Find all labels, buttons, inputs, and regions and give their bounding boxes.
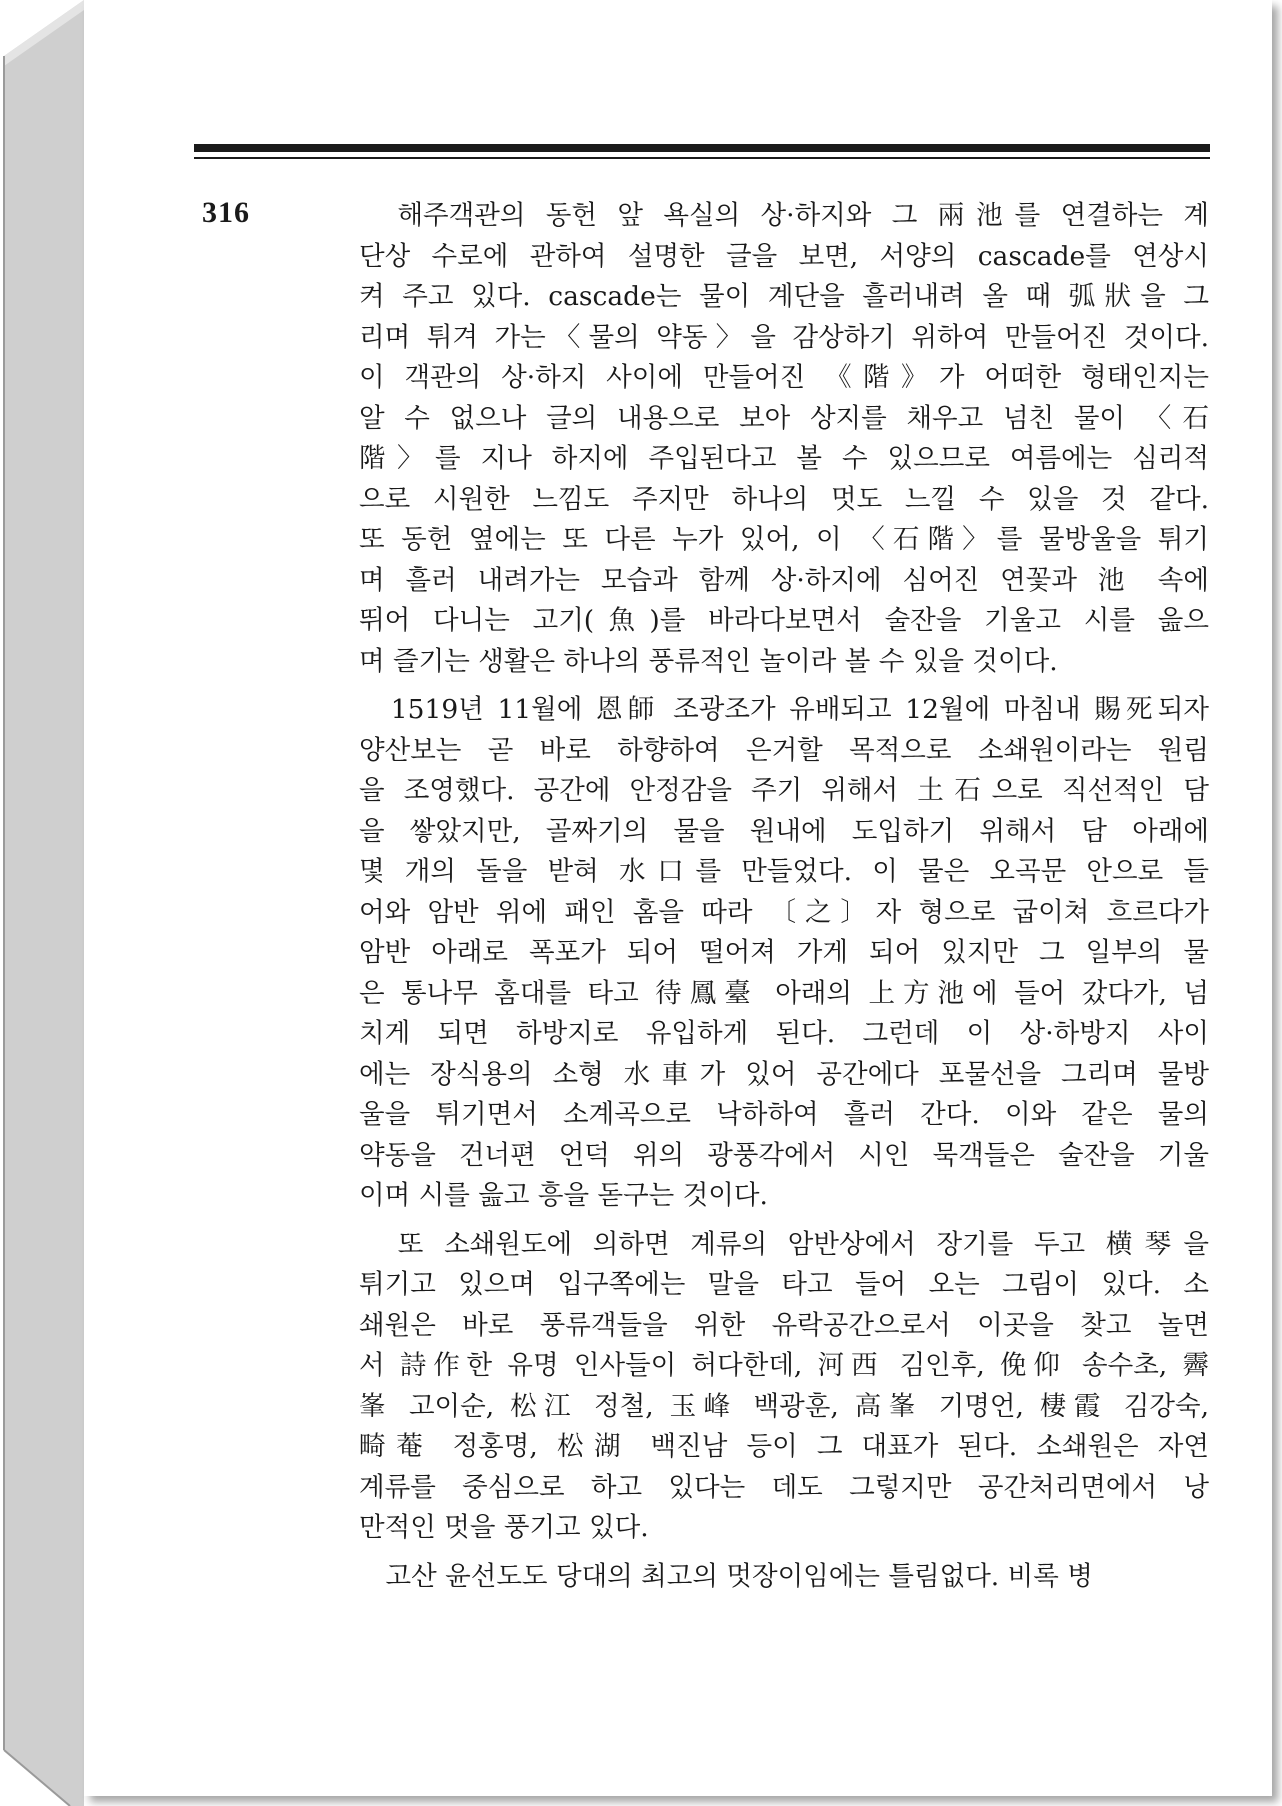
text-line: 울을 튀기면서 소계곡으로 낙하하여 흘러 간다. 이와 같은 물의 [359,1099,1209,1130]
paragraph [359,690,1209,1217]
book-page [84,0,1272,1796]
paragraph [359,1225,1209,1549]
text-line: 단상 수로에 관하여 설명한 글을 보면, 서양의 cascade를 연상시 [359,240,1209,272]
text-line: 을 조영했다. 공간에 안정감을 주기 위해서 土石으로 직선적인 담 [359,775,1209,806]
text-line: 몇 개의 돌을 받혀 水口를 만들었다. 이 물은 오곡문 안으로 들 [359,856,1209,887]
header-rule-thick [194,144,1210,152]
text-line: 켜 주고 있다. cascade는 물이 계단을 흘러내려 올 때 弧狀을 그 [359,281,1209,312]
text-line: 며 흘러 내려가는 모습과 함께 상·하지에 심어진 연꽃과 池 속에 [359,564,1209,596]
text-line: 어와 암반 위에 패인 홈을 따라 〔之〕자 형으로 굽이쳐 흐르다가 [359,896,1209,928]
text-line: 만적인 멋을 풍기고 있다. [359,1512,649,1543]
text-line: 또 소쇄원도에 의하면 계류의 암반상에서 장기를 두고 横琴을 [359,1228,1209,1260]
text-line: 쇄원은 바로 풍류객들을 위한 유락공간으로서 이곳을 찾고 놀면 [359,1309,1209,1341]
header-rule-thin [194,157,1210,159]
body-text [359,196,1209,1597]
text-line: 치게 되면 하방지로 유입하게 된다. 그런데 이 상·하방지 사이 [359,1018,1209,1049]
text-line: 이며 시를 읊고 흥을 돋구는 것이다. [359,1180,768,1211]
text-line: 해주객관의 동헌 앞 욕실의 상·하지와 그 兩池를 연결하는 계 [359,200,1209,231]
book-edge [0,0,84,1806]
text-line: 1519년 11월에 恩師 조광조가 유배되고 12월에 마침내 賜死되자 [359,694,1209,725]
text-line: 튀기고 있으며 입구쪽에는 말을 타고 들어 오는 그림이 있다. 소 [359,1269,1209,1300]
text-line: 峯 고이순, 松江 정철, 玉峰 백광훈, 高峯 기명언, 棲霞 김강숙, [359,1390,1209,1422]
text-line: 양산보는 곧 바로 하향하여 은거할 목적으로 소쇄원이라는 원림 [359,734,1209,766]
text-line: 으로 시원한 느낌도 주지만 하나의 멋도 느낄 수 있을 것 같다. [359,483,1209,515]
text-line: 뛰어 다니는 고기(魚)를 바라다보면서 술잔을 기울고 시를 읊으 [359,605,1209,636]
text-line: 계류를 중심으로 하고 있다는 데도 그렇지만 공간처리면에서 낭 [359,1471,1209,1503]
text-line: 약동을 건너편 언덕 위의 광풍각에서 시인 묵객들은 술잔을 기울 [359,1139,1209,1171]
page-number: 316 [202,196,250,229]
text-line: 이 객관의 상·하지 사이에 만들어진 《階》가 어떠한 형태인지는 [359,362,1209,393]
paragraph-gap [359,1217,1209,1225]
paragraph-gap [359,682,1209,690]
text-line: 을 쌓았지만, 골짜기의 물을 원내에 도입하기 위해서 담 아래에 [359,815,1209,847]
text-line: 며 즐기는 생활은 하나의 풍류적인 놀이라 볼 수 있을 것이다. [359,645,1058,677]
paragraph [359,196,1209,682]
text-line: 알 수 없으나 글의 내용으로 보아 상지를 채우고 넘친 물이 〈石 [359,402,1209,434]
text-line: 에는 장식용의 소형 水車가 있어 공간에다 포물선을 그리며 물방 [359,1058,1209,1090]
text-line: 은 통나무 홈대를 타고 待鳳臺 아래의 上方池에 들어 갔다가, 넘 [359,977,1209,1009]
paragraph [359,1557,1209,1598]
text-line: 리며 튀겨 가는〈물의 약동〉을 감상하기 위하여 만들어진 것이다. [359,321,1209,353]
text-line: 畸菴 정홍명, 松湖 백진남 등이 그 대표가 된다. 소쇄원은 자연 [359,1431,1209,1462]
paragraph-gap [359,1549,1209,1557]
text-line: 階〉를 지나 하지에 주입된다고 볼 수 있으므로 여름에는 심리적 [359,443,1209,474]
text-line: 암반 아래로 폭포가 되어 떨어져 가게 되어 있지만 그 일부의 물 [359,937,1209,968]
text-line: 서 詩作한 유명 인사들이 허다한데, 河西 김인후, 俛仰 송수초, 霽 [359,1350,1209,1381]
text-line: 고산 윤선도도 당대의 최고의 멋장이임에는 틀림없다. 비록 병 [359,1560,1093,1592]
text-line: 또 동헌 옆에는 또 다른 누가 있어, 이 〈石階〉를 물방울을 튀기 [359,524,1209,555]
